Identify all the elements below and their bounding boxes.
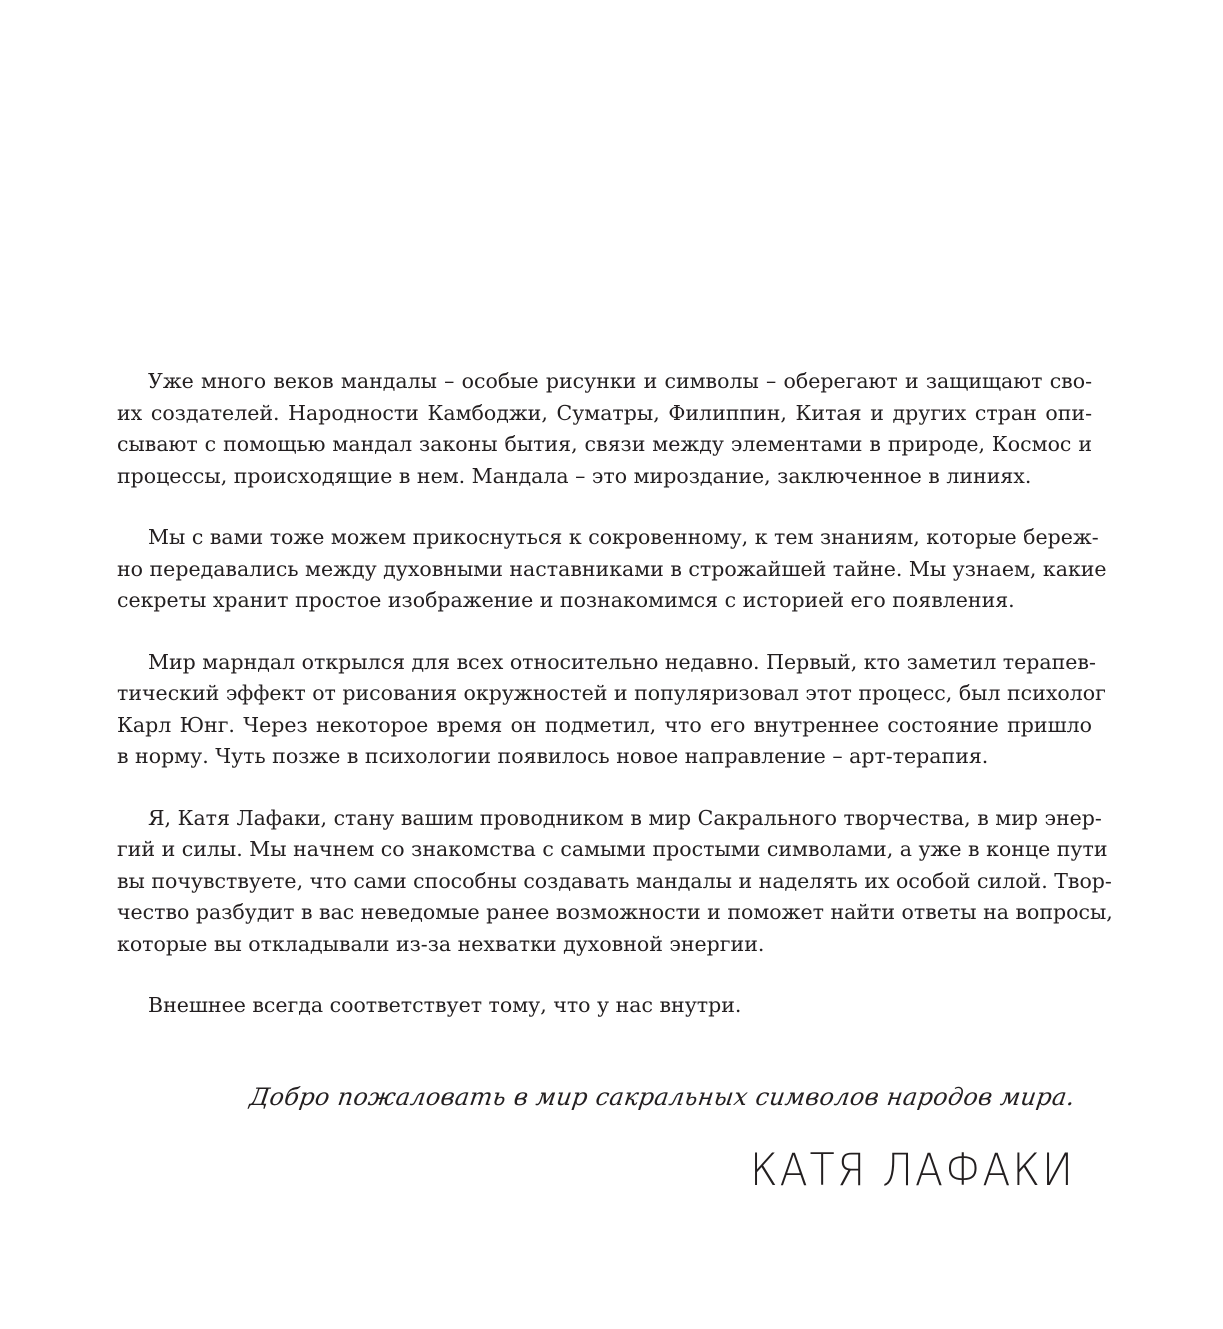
body-text bbox=[117, 366, 1113, 1052]
text-line: гий и силы. Мы начнем со знакомства с самыми простыми символами, а уже в конце пути bbox=[117, 837, 1108, 861]
paragraph-5 bbox=[117, 990, 1092, 1022]
text-line: Внешнее всегда соответствует тому, что у нас внутри. bbox=[148, 993, 742, 1017]
text-line: которые вы откладывали из-за нехватки духовной энергии. bbox=[117, 931, 765, 956]
text-line: Мы с вами тоже можем прикоснуться к сокровенному, к тем знаниям, которые береж- bbox=[148, 525, 1099, 549]
text-line: Мир марндал открылся для всех относительно недавно. Первый, кто заметил терапев- bbox=[148, 649, 1096, 674]
text-line: Я, Катя Лафаки, стану вашим проводником в мир Сакрального творчества, в мир энер- bbox=[148, 805, 1102, 830]
text-line: вы почувствуете, что сами способны создавать мандалы и наделять их особой силой. Твор- bbox=[117, 868, 1112, 893]
paragraph-4 bbox=[117, 803, 1113, 961]
text-line: чество разбудит в вас неведомые ранее возможности и поможет найти ответы на вопросы, bbox=[117, 900, 1113, 924]
author-name: КАТЯ ЛАФАКИ bbox=[749, 1144, 1075, 1196]
text-line: процессы, происходящие в нем. Мандала – это мироздание, заключенное в линиях. bbox=[117, 463, 1032, 488]
text-line: Карл Юнг. Через некоторое время он подметил, что его внутреннее состояние пришло bbox=[117, 712, 1092, 737]
paragraph-3 bbox=[117, 647, 1106, 773]
welcome-signature: Добро пожаловать в мир сакральных символов народов мира. bbox=[248, 1083, 1077, 1111]
text-line: Уже много веков мандалы – особые рисунки и символы – оберегают и защищают сво- bbox=[148, 369, 1092, 393]
paragraph-2 bbox=[117, 522, 1107, 617]
text-line: но передавались между духовными наставниками в строжайшей тайне. Мы узнаем, какие bbox=[117, 556, 1107, 581]
text-line: секреты хранит простое изображение и познакомимся с историей его появления. bbox=[117, 588, 1015, 612]
paragraph-1 bbox=[117, 366, 1092, 492]
text-line: их создателей. Народности Камбоджи, Суматры, Филиппин, Китая и других стран опи- bbox=[117, 400, 1092, 425]
text-line: сывают с помощью мандал законы бытия, связи между элементами в природе, Космос и bbox=[117, 432, 1092, 456]
text-line: в норму. Чуть позже в психологии появилось новое направление – арт-терапия. bbox=[117, 744, 989, 768]
text-line: тический эффект от рисования окружностей и популяризовал этот процесс, был психолог bbox=[117, 681, 1106, 705]
